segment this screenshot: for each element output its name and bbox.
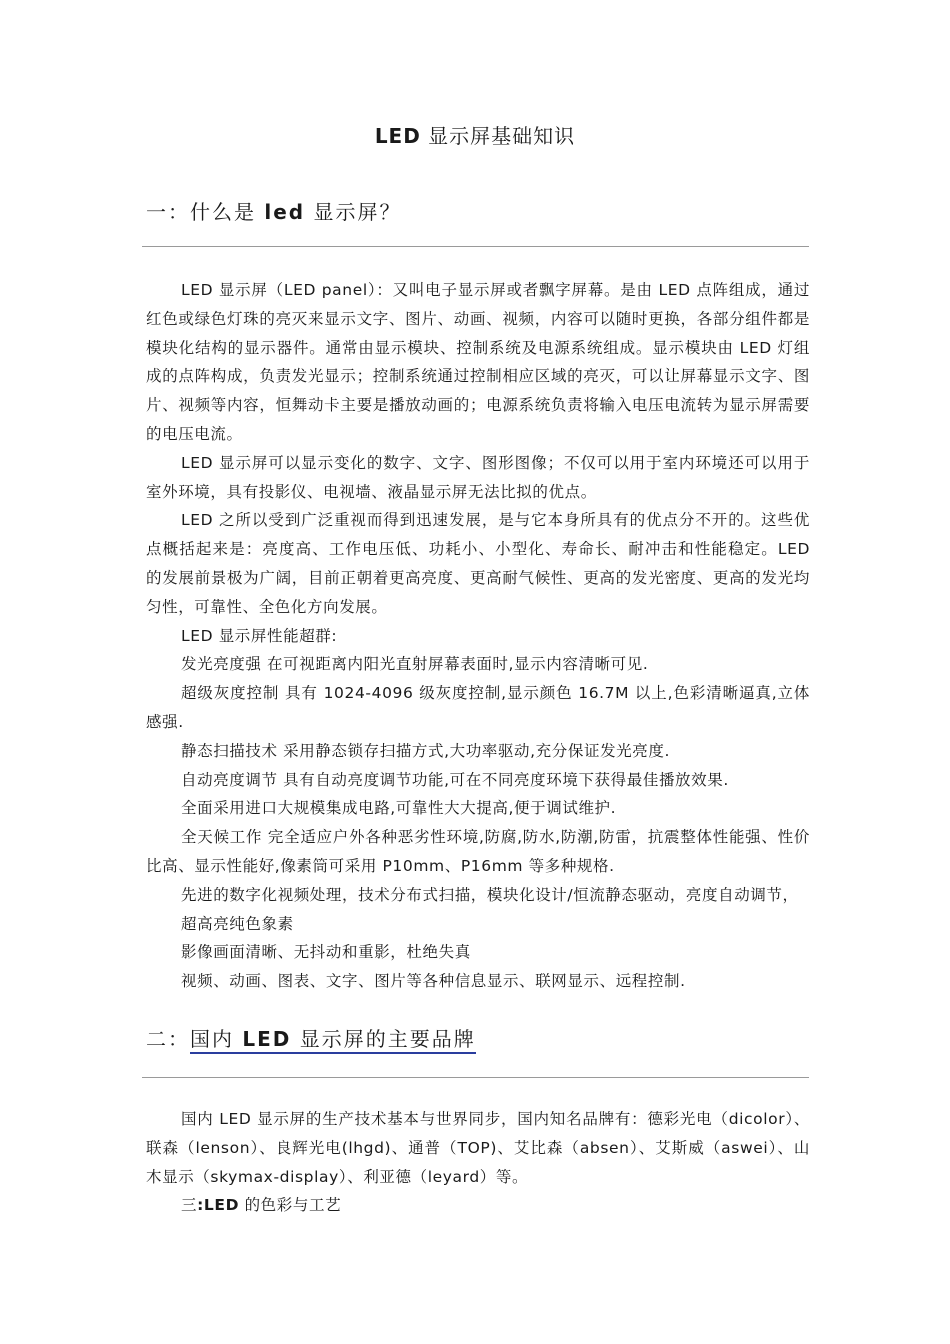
paragraph: 影像画面清晰、无抖动和重影，杜绝失真	[181, 943, 471, 962]
section2-heading-link[interactable]	[190, 1027, 476, 1054]
section1-heading	[146, 197, 401, 227]
paragraph: 超高亮纯色象素	[181, 914, 294, 933]
section2-heading-prefix: 二：	[146, 1027, 190, 1051]
paragraph: LED 之所以受到广泛重视而得到迅速发展，是与它本身所具有的优点分不开的。这些优点概括起来是：亮度高、工作电压低、功耗小、小型化、寿命长、耐冲击和性能稳定。LED 的发展前景极为广阔，目前正朝着更高亮度、更高耐气候性、更高的发光密度、更高的发光均匀性，可靠性、全色化方向发展。	[146, 511, 810, 616]
section3-heading-suffix: 的色彩与工艺	[239, 1196, 342, 1215]
section3-heading	[146, 1191, 810, 1220]
paragraph: 自动亮度调节 具有自动亮度调节功能,可在不同亮度环境下获得最佳播放效果.	[181, 770, 729, 789]
section1-heading-suffix: 显示屏？	[305, 200, 402, 224]
section2-heading-link-bold: LED	[242, 1027, 292, 1051]
section2-body	[146, 1105, 810, 1220]
section1-body	[146, 276, 810, 996]
title-rest: 显示屏基础知识	[420, 124, 576, 148]
paragraph: 视频、动画、图表、文字、图片等各种信息显示、联网显示、远程控制.	[181, 972, 686, 991]
paragraph: LED 显示屏可以显示变化的数字、文字、图形图像；不仅可以用于室内环境还可以用于室外环境，具有投影仪、电视墙、液晶显示屏无法比拟的优点。	[146, 453, 810, 501]
section1-heading-prefix: 一：什么是	[146, 200, 265, 224]
paragraph: 静态扫描技术 采用静态锁存扫描方式,大功率驱动,充分保证发光亮度.	[181, 741, 671, 760]
section2-heading-link-pre: 国内	[190, 1027, 243, 1051]
paragraph: 发光亮度强 在可视距离内阳光直射屏幕表面时,显示内容清晰可见.	[181, 655, 649, 674]
section2-heading	[146, 1024, 476, 1054]
paragraph: 全面采用进口大规模集成电路,可靠性大大提高,便于调试维护.	[181, 799, 617, 818]
section1-heading-bold: led	[264, 200, 306, 224]
section1-divider	[142, 246, 809, 247]
paragraph: 超级灰度控制 具有 1024-4096 级灰度控制,显示颜色 16.7M 以上,色彩清晰逼真,立体感强.	[146, 684, 810, 731]
section3-heading-bold: :LED	[197, 1196, 240, 1215]
paragraph: 国内 LED 显示屏的生产技术基本与世界同步，国内知名品牌有：德彩光电（dicolor）、联森（lenson）、良辉光电(lhgd)、通普（TOP)、艾比森（absen）、艾斯威（aswei）、山木显示（skymax-display）、利亚德（leyard）等。	[146, 1110, 810, 1186]
paragraph: 全天候工作 完全适应户外各种恶劣性环境,防腐,防水,防潮,防雷，抗震整体性能强、性价比高、显示性能好,像素筒可采用 P10mm、P16mm 等多种规格.	[146, 828, 810, 875]
document-title	[0, 121, 950, 151]
section3-heading-prefix: 三	[181, 1196, 198, 1215]
paragraph: LED 显示屏性能超群:	[181, 626, 338, 645]
section2-divider	[142, 1077, 809, 1078]
paragraph: 先进的数字化视频处理，技术分布式扫描，模块化设计/恒流静态驱动，亮度自动调节，	[181, 885, 799, 904]
title-bold: LED	[374, 124, 421, 148]
paragraph: LED 显示屏（LED panel）：又叫电子显示屏或者飘字屏幕。是由 LED 点阵组成，通过红色或绿色灯珠的亮灭来显示文字、图片、动画、视频，内容可以随时更换，各部分组件都是模块化结构的显示器件。通常由显示模块、控制系统及电源系统组成。显示模块由 LED 灯组成的点阵构成，负责发光显示；控制系统通过控制相应区域的亮灭，可以让屏幕显示文字、图片、视频等内容，恒舞动卡主要是播放动画的；电源系统负责将输入电压电流转为显示屏需要的电压电流。	[146, 281, 810, 443]
section2-heading-link-post: 显示屏的主要品牌	[291, 1027, 476, 1051]
